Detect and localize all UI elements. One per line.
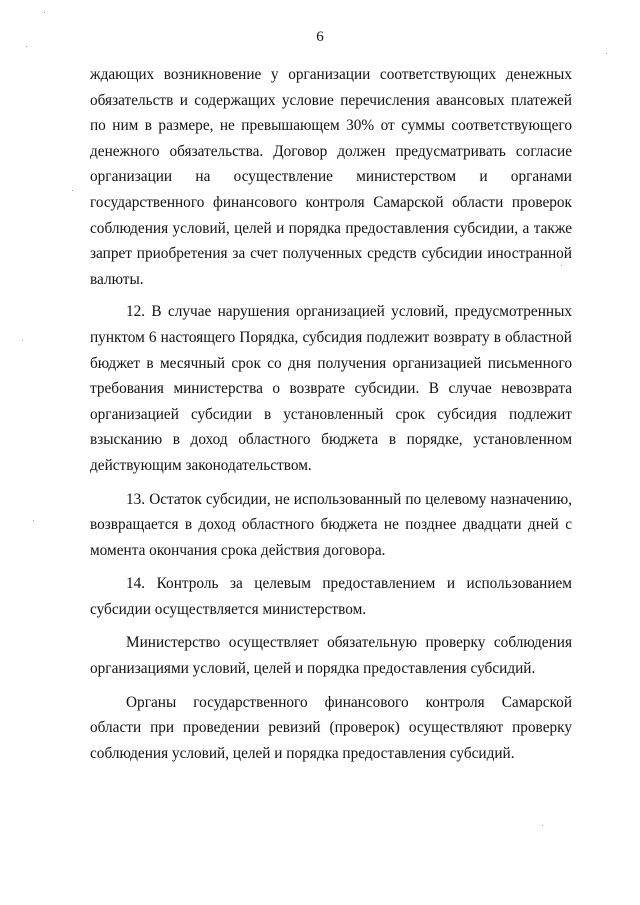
paragraph-financial-control: Органы государственного финансового контроля Самарской области при проведении ревизий (проверок) осуществляют проверку соблюдения условий, целей и порядка предоставления субсидий. <box>90 693 572 762</box>
scan-speck <box>26 46 27 47</box>
scan-speck <box>33 520 34 521</box>
scan-speck <box>44 12 45 13</box>
scan-speck <box>606 53 607 54</box>
paragraph-item-12: 12. В случае нарушения организацией условий, предусмотренных пунктом 6 настоящего Порядка, субсидия подлежит возврату в областной бюджет в месячный срок со дня получения организацией письменного требования министерства о возврате субсидии. В случае невозврата организацией субсидии в установленный срок субсидия подлежит взысканию в доход областного бюджета в порядке, установленном действующим законодательством. <box>90 303 572 474</box>
paragraph-ministry-check: Министерство осуществляет обязательную проверку соблюдения организациями условий, целей и порядка предоставления субсидий. <box>90 634 572 678</box>
paragraph-continuation: ждающих возникновение у организации соответствующих денежных обязательств и содержащих условие перечисления авансовых платежей по ним в размере, не превышающем 30% от суммы соответствующего денежного обязательства. Договор должен предусматривать согласие организации на осуществление министерством и органами государственного финансового контроля Самарской области проверок соблюдения условий, целей и порядка предоставления субсидии, а также запрет приобретения за счет полученных средств субсидии иностранной валюты. <box>90 66 572 288</box>
body-text <box>90 62 572 766</box>
paragraph-item-13: 13. Остаток субсидии, не использованный по целевому назначению, возвращается в доход областного бюджета не позднее двадцати дней с момента окончания срока действия договора. <box>90 490 572 559</box>
scan-speck <box>72 190 73 191</box>
scan-speck <box>542 825 543 826</box>
scan-speck <box>22 340 23 341</box>
scan-speck <box>561 265 562 266</box>
paragraph-item-14: 14. Контроль за целевым предоставлением и использованием субсидии осуществляется министерством. <box>90 575 572 618</box>
page-number: 6 <box>316 29 324 45</box>
